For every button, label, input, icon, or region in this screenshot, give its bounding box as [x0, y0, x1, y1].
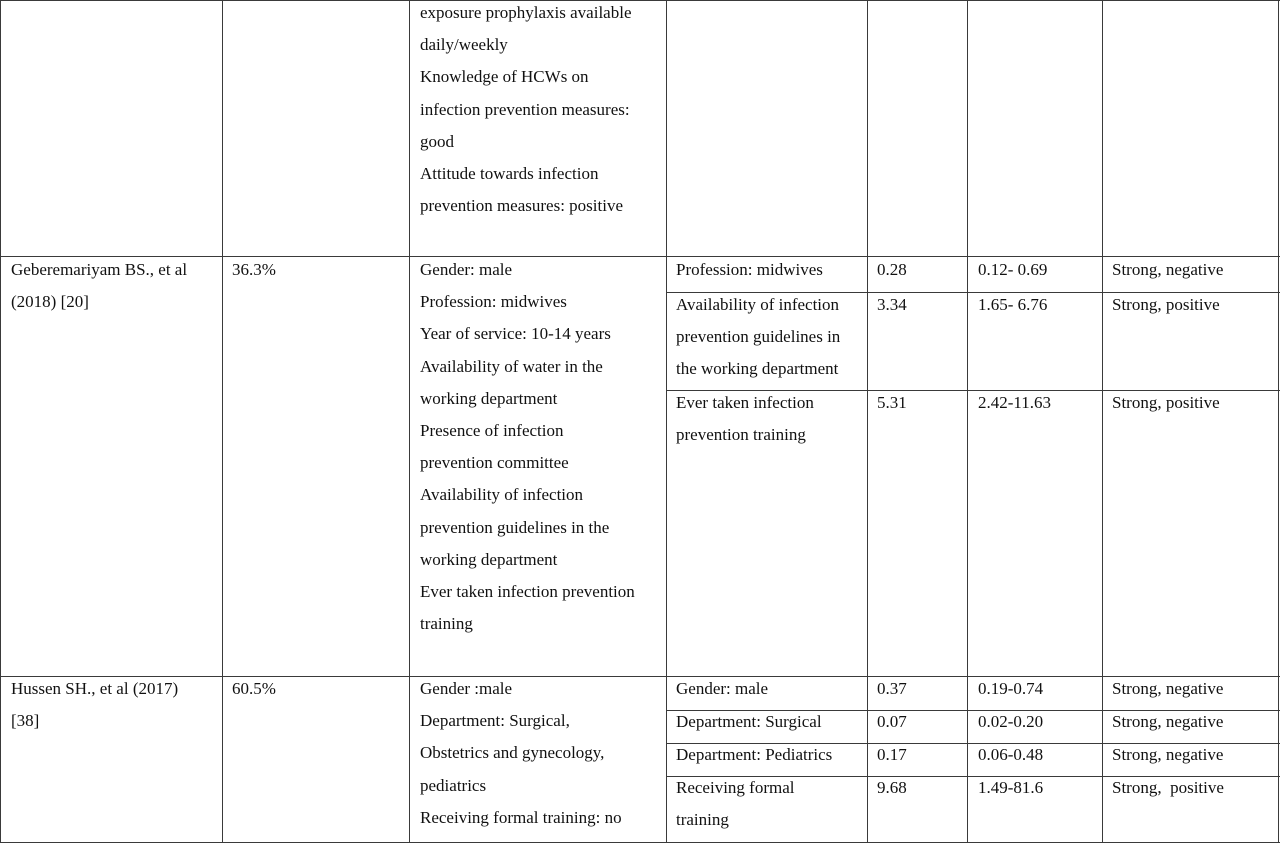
association-value: Strong, negative: [1112, 679, 1224, 698]
aor-value: 3.34: [877, 295, 907, 314]
aor-cell: [877, 739, 907, 771]
author-line: [38]: [11, 711, 40, 731]
factor-line: pediatrics: [420, 775, 487, 795]
factor-line: Obstetrics and gynecology,: [420, 743, 605, 763]
row-divider: [0, 676, 1280, 677]
aor-value: 0.37: [877, 679, 907, 698]
sub-factor-line: prevention guidelines in: [676, 327, 841, 347]
ci-cell: [978, 673, 1043, 705]
ci-cell: [978, 772, 1043, 804]
ci-cell: [978, 706, 1043, 738]
factor-line: prevention measures: positive: [420, 196, 624, 216]
association-cell: [1112, 739, 1223, 771]
association-cell: [1112, 706, 1223, 738]
aor-value: 9.68: [877, 778, 907, 797]
sub-factor-line: the working department: [676, 359, 839, 379]
sub-factor-line: Department: Surgical: [676, 712, 822, 731]
sub-factor-line: Availability of infection: [676, 295, 840, 314]
ci-cell: [978, 289, 1047, 321]
factor-line: Receiving formal training: no: [420, 807, 622, 827]
ci-cell: [978, 739, 1043, 771]
factors-cell-continued: [420, 0, 632, 222]
prevalence-value: 60.5%: [232, 679, 276, 698]
factor-line: Department: Surgical,: [420, 711, 570, 731]
factor-line: Availability of infection: [420, 485, 584, 505]
sub-factor-cell: [676, 673, 768, 705]
sub-factor-cell: [676, 706, 822, 738]
column-divider: [409, 0, 410, 843]
sub-factor-line: Receiving formal: [676, 778, 795, 797]
aor-cell: [877, 673, 907, 705]
ci-value: 1.65- 6.76: [978, 295, 1048, 314]
ci-cell: [978, 387, 1051, 419]
column-divider: [0, 0, 1, 843]
factor-line: daily/weekly: [420, 35, 508, 55]
association-cell: [1112, 254, 1223, 286]
sub-factor-line: Gender: male: [676, 679, 769, 698]
factor-line: prevention guidelines in the: [420, 517, 610, 537]
factors-cell: [420, 254, 635, 640]
aor-cell: [877, 289, 907, 321]
prevalence-value: 36.3%: [232, 260, 276, 279]
sub-factor-cell: [676, 387, 814, 451]
author-line: Geberemariyam BS., et al: [11, 260, 188, 279]
sub-factor-line: training: [676, 810, 729, 830]
ci-cell: [978, 254, 1047, 286]
factor-line: Ever taken infection prevention: [420, 582, 635, 602]
sub-factor-line: Ever taken infection: [676, 393, 814, 412]
ci-value: 2.42-11.63: [978, 393, 1052, 412]
sub-factor-cell: [676, 772, 795, 836]
row-divider: [0, 842, 1280, 843]
sub-factor-cell: [676, 254, 823, 286]
factor-line: exposure prophylaxis available: [420, 3, 632, 22]
factor-line: Gender: male: [420, 260, 513, 279]
column-divider: [1278, 0, 1279, 843]
column-divider: [222, 0, 223, 843]
prevalence-cell: [232, 673, 276, 705]
aor-value: 0.07: [877, 712, 907, 731]
row-divider: [0, 256, 1280, 257]
factor-line: Knowledge of HCWs on: [420, 67, 589, 87]
association-cell: [1112, 289, 1220, 321]
factor-line: working department: [420, 388, 558, 408]
ci-value: 1.49-81.6: [978, 778, 1044, 797]
column-divider: [666, 0, 667, 843]
ci-value: 0.06-0.48: [978, 745, 1044, 764]
factor-line: Profession: midwives: [420, 292, 567, 312]
row-divider: [0, 0, 1280, 1]
column-divider: [967, 0, 968, 843]
association-value: Strong, positive: [1112, 295, 1220, 314]
factors-cell: [420, 673, 622, 834]
sub-factor-cell: [676, 739, 832, 771]
factor-line: prevention committee: [420, 453, 569, 473]
column-divider: [1102, 0, 1103, 843]
factor-line: Attitude towards infection: [420, 164, 599, 184]
factor-line: working department: [420, 549, 558, 569]
factor-line: Year of service: 10-14 years: [420, 324, 611, 344]
aor-cell: [877, 772, 907, 804]
association-value: Strong, negative: [1112, 745, 1224, 764]
factor-line: Presence of infection: [420, 421, 564, 441]
factor-line: training: [420, 614, 473, 634]
author-line: Hussen SH., et al (2017): [11, 679, 179, 698]
author-cell: [11, 254, 187, 318]
association-value: Strong, positive: [1112, 778, 1224, 797]
ci-value: 0.19-0.74: [978, 679, 1044, 698]
association-cell: [1112, 772, 1224, 804]
sub-factor-line: Profession: midwives: [676, 260, 823, 279]
aor-value: 0.28: [877, 260, 907, 279]
author-line: (2018) [20]: [11, 292, 89, 312]
factor-line: Gender :male: [420, 679, 513, 698]
aor-cell: [877, 387, 907, 419]
sub-factor-line: Department: Pediatrics: [676, 745, 833, 764]
ci-value: 0.12- 0.69: [978, 260, 1048, 279]
aor-cell: [877, 254, 907, 286]
aor-cell: [877, 706, 907, 738]
association-value: Strong, negative: [1112, 712, 1224, 731]
factor-line: infection prevention measures:: [420, 99, 630, 119]
association-cell: [1112, 387, 1220, 419]
ci-value: 0.02-0.20: [978, 712, 1044, 731]
factor-line: Availability of water in the: [420, 356, 603, 376]
factor-line: good: [420, 131, 454, 151]
prevalence-cell: [232, 254, 276, 286]
association-cell: [1112, 673, 1223, 705]
sub-factor-cell: [676, 289, 840, 386]
association-value: Strong, negative: [1112, 260, 1224, 279]
sub-factor-line: prevention training: [676, 425, 806, 445]
column-divider: [867, 0, 868, 843]
author-cell: [11, 673, 178, 737]
aor-value: 5.31: [877, 393, 907, 412]
association-value: Strong, positive: [1112, 393, 1220, 412]
aor-value: 0.17: [877, 745, 907, 764]
